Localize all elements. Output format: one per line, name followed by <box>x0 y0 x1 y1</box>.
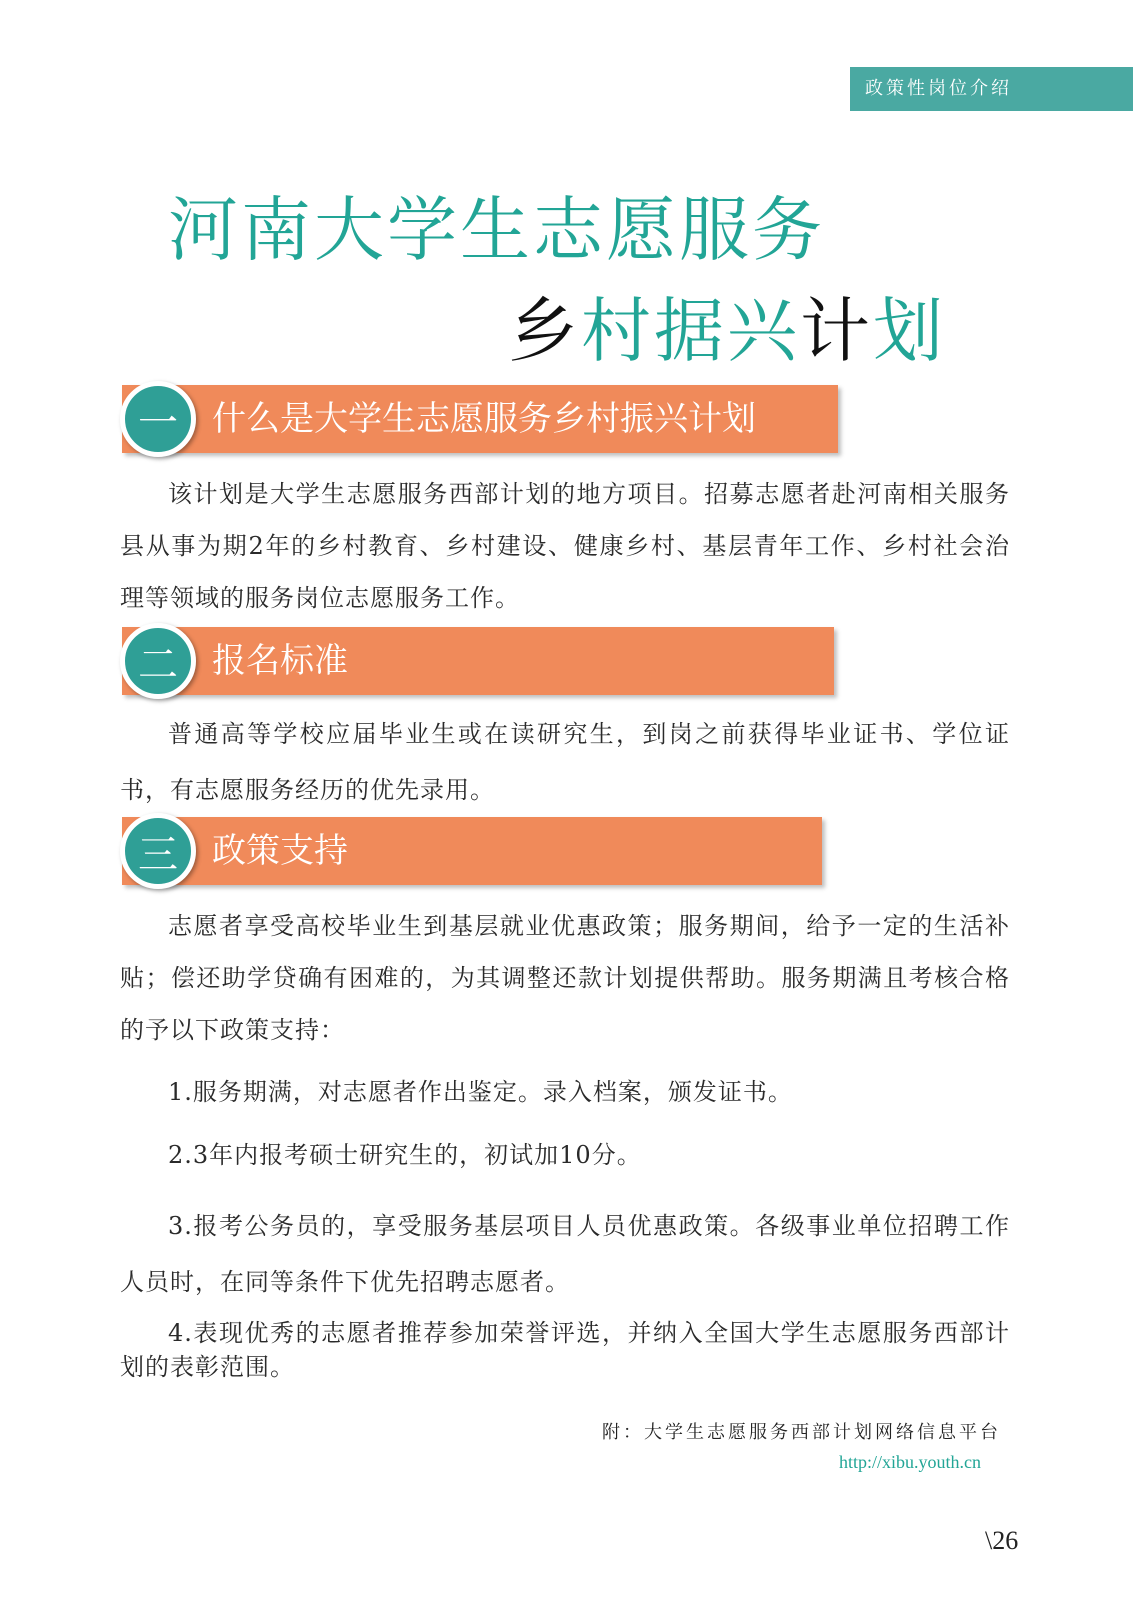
policy-item-4: 4.表现优秀的志愿者推荐参加荣誉评选，并纳入全国大学生志愿服务西部计划的表彰范围。 <box>120 1319 1010 1381</box>
section-badge-1: 一 <box>120 381 196 457</box>
section2-paragraph: 普通高等学校应届毕业生或在读研究生，到岗之前获得毕业证书、学位证书，有志愿服务经历的优先录用。 <box>120 720 1010 804</box>
page-title-line2 <box>508 290 946 372</box>
footer-url-link[interactable]: http://xibu.youth.cn <box>839 1452 981 1472</box>
title-char-1: 乡 <box>508 290 581 372</box>
section-badge-3: 三 <box>120 813 196 889</box>
policy-item-2: 2.3年内报考硕士研究生的，初试加10分。 <box>168 1141 642 1169</box>
page-number: \26 <box>985 1526 1019 1555</box>
section-tab: 政策性岗位介绍 <box>850 67 1133 111</box>
footer-note: 附：大学生志愿服务西部计划网络信息平台 <box>602 1422 1001 1443</box>
policy-item-3: 3.报考公务员的，享受服务基层项目人员优惠政策。各级事业单位招聘工作人员时，在同等条件下优先招聘志愿者。 <box>120 1212 1010 1296</box>
section-heading-1: 什么是大学生志愿服务乡村振兴计划 <box>212 399 756 439</box>
section-badge-2: 二 <box>120 623 196 699</box>
policy-item-1: 1.服务期满，对志愿者作出鉴定。录入档案，颁发证书。 <box>168 1078 793 1106</box>
title-char-3: 计 <box>800 290 873 372</box>
title-char-4: 划 <box>873 290 946 372</box>
page-title-line1: 河南大学生志愿服务 <box>168 189 825 271</box>
section1-paragraph: 该计划是大学生志愿服务西部计划的地方项目。招募志愿者赴河南相关服务县从事为期2年的乡村教育、乡村建设、健康乡村、基层青年工作、乡村社会治理等领域的服务岗位志愿服务工作。 <box>120 480 1010 612</box>
title-chars-2: 村据兴 <box>581 290 800 372</box>
section-heading-2: 报名标准 <box>212 641 348 681</box>
section3-intro: 志愿者享受高校毕业生到基层就业优惠政策；服务期间，给予一定的生活补贴；偿还助学贷确有困难的，为其调整还款计划提供帮助。服务期满且考核合格的予以下政策支持： <box>120 912 1010 1044</box>
section-heading-3: 政策支持 <box>212 831 348 871</box>
